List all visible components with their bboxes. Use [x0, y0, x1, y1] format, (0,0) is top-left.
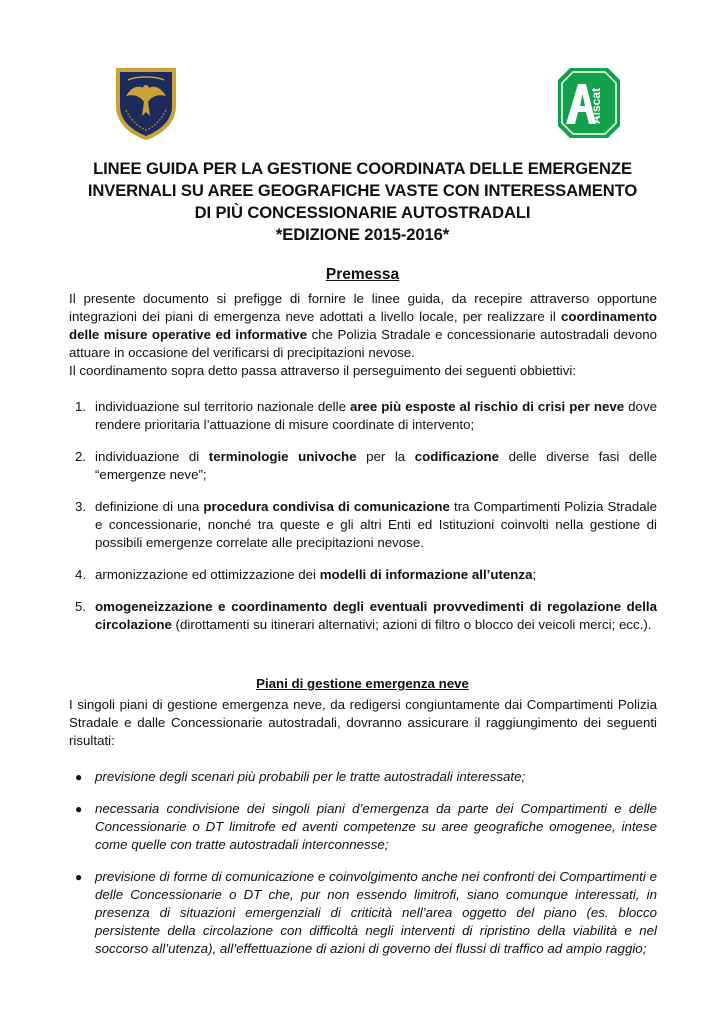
- results-list: [69, 768, 657, 972]
- list-item: ● previsione di forme di comunicazione e coinvolgimento anche nei confronti dei Compartimenti e delle Concessionarie o DT che, pur non essendo limitrofi, siano comunque interessati, in presenza di situazioni emergenziali di criticità nell’area oggetto del piano (es. blocco persistente della circolazione con difficoltà negli interventi di ripristino della viabilità e nel soccorso all’utenza), all’effettuazione di azioni di governo dei flussi di traffico ad ampio raggio;: [75, 869, 657, 956]
- piani-intro: I singoli piani di gestione emergenza neve, da redigersi congiuntamente dai Compartimenti Polizia Stradale e dalle Concessionarie autostradali, dovranno assicurare il raggiungimento dei seguenti risultati:: [69, 697, 657, 748]
- title-line: DI PIÙ CONCESSIONARIE AUTOSTRADALI: [194, 203, 531, 222]
- title-line: LINEE GUIDA PER LA GESTIONE COORDINATA DELLE EMERGENZE: [93, 159, 632, 178]
- piani-heading: Piani di gestione emergenza neve: [256, 676, 469, 691]
- title-line: INVERNALI SU AREE GEOGRAFICHE VASTE CON INTERESSAMENTO: [87, 181, 638, 200]
- list-item: ● necessaria condivisione dei singoli piani d’emergenza da parte dei Compartimenti e delle Concessionarie o DT limitrofe ed aventi competenze su aree geografiche omogenee, intese come quelle con tratte autostradali interconnesse;: [75, 801, 657, 852]
- polizia-stradale-logo: [112, 66, 180, 142]
- aiscat-logo-text: Aiscat: [589, 87, 603, 124]
- list-item: 4. armonizzazione ed ottimizzazione dei modelli di informazione all’utenza;: [75, 567, 537, 582]
- title-edition: *EDIZIONE 2015-2016*: [275, 225, 450, 244]
- list-item: ● previsione degli scenari più probabili per le tratte autostradali interessate;: [75, 769, 526, 784]
- bullet-icon: ●: [75, 870, 83, 884]
- list-item: 5. omogeneizzazione e coordinamento degli eventuali provvedimenti di regolazione della circolazione (dirottamenti su itinerari alternativi; azioni di filtro o blocco dei veicoli merci; ecc.).: [75, 599, 657, 632]
- objectives-list: [69, 398, 657, 648]
- premessa-paragraph: Il presente documento si prefigge di fornire le linee guida, da recepire attraverso opportune integrazioni dei piani di emergenza neve adottati a livello locale, per realizzare il coordinamento delle misure operative ed informative che Polizia Stradale e concessionarie autostradali devono attuare in occasione del verificarsi di precipitazioni nevose.: [69, 291, 658, 360]
- list-item: 2. individuazione di terminologie univoche per la codificazione delle diverse fasi delle “emergenze neve”;: [75, 449, 658, 482]
- premessa-heading: Premessa: [325, 266, 400, 283]
- premessa-paragraph-2: Il coordinamento sopra detto passa attraverso il perseguimento dei seguenti obbiettivi:: [69, 363, 577, 378]
- aiscat-logo: [556, 66, 622, 140]
- list-item: 1. individuazione sul territorio nazionale delle aree più esposte al rischio di crisi per neve dove rendere prioritaria l’attuazione di misure coordinate di intervento;: [75, 399, 657, 432]
- list-item: 3. definizione di una procedura condivisa di comunicazione tra Compartimenti Polizia Stradale e concessionarie, nonché tra queste e gli altri Enti ed Istituzioni coinvolti nella gestione di possibili emergenze correlate alle precipitazioni nevose.: [75, 499, 657, 550]
- bullet-icon: ●: [75, 770, 83, 784]
- bullet-icon: ●: [75, 802, 83, 816]
- document-title: [60, 158, 665, 246]
